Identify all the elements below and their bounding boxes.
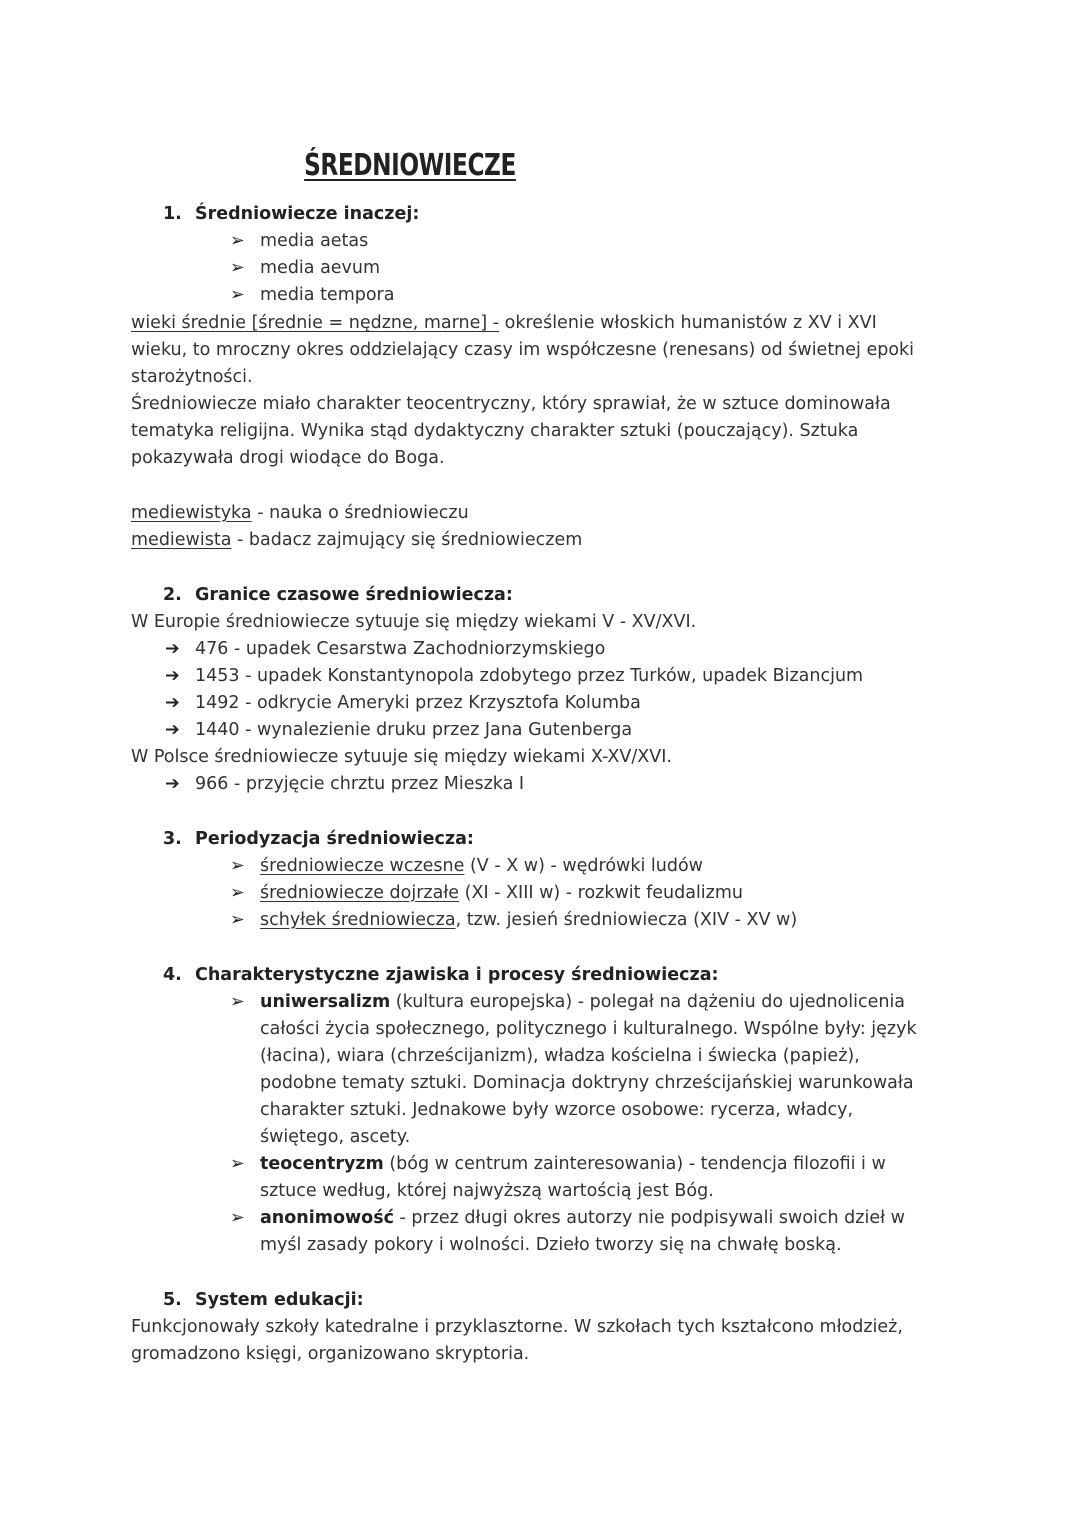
arrowhead-bullet-icon: ➢ xyxy=(230,856,245,876)
list-item-text: media aevum xyxy=(260,258,381,278)
bold-term: uniwersalizm xyxy=(260,992,391,1012)
underlined-term: średniowiecze wczesne xyxy=(260,856,465,876)
section-number: 3. xyxy=(163,829,182,849)
list-item xyxy=(230,282,394,309)
paragraph-line: starożytności. xyxy=(131,367,253,387)
term-definition xyxy=(131,527,582,554)
list-item-text: 476 - upadek Cesarstwa Zachodniorzymskiego xyxy=(195,639,606,659)
section-2-heading xyxy=(163,582,513,609)
underlined-term: mediewistyka xyxy=(131,503,252,523)
list-item-text: (V - X w) - wędrówki ludów xyxy=(464,856,703,876)
list-item-continuation: świętego, ascety. xyxy=(260,1127,411,1147)
definition-text: - nauka o średniowieczu xyxy=(251,503,469,523)
arrowhead-bullet-icon: ➢ xyxy=(230,883,245,903)
list-item xyxy=(165,717,632,744)
section-5-heading xyxy=(163,1287,364,1314)
paragraph-line: Średniowiecze miało charakter teocentryczny, który sprawiał, że w sztuce dominowała xyxy=(131,394,891,414)
section-title: Średniowiecze inaczej: xyxy=(195,204,420,224)
section-number: 4. xyxy=(163,965,182,985)
section-title: Charakterystyczne zjawiska i procesy średniowiecza: xyxy=(195,965,719,985)
arrowhead-bullet-icon: ➢ xyxy=(230,231,245,251)
underlined-term: schyłek średniowiecza xyxy=(260,910,456,930)
paragraph-line: tematyka religijna. Wynika stąd dydaktyczny charakter sztuki (pouczający). Sztuka xyxy=(131,421,859,441)
list-item-continuation: charakter sztuki. Jednakowe były wzorce osobowe: rycerza, władcy, xyxy=(260,1100,854,1120)
section-title: System edukacji: xyxy=(195,1290,364,1310)
list-item xyxy=(165,663,863,690)
list-item xyxy=(230,1151,886,1178)
list-item xyxy=(230,880,743,907)
list-item-continuation: sztuce według, której najwyższą wartością jest Bóg. xyxy=(260,1181,714,1201)
list-item xyxy=(230,1205,905,1232)
definition-text: - badacz zajmujący się średniowieczem xyxy=(231,530,583,550)
paragraph-line: gromadzono księgi, organizowano skryptoria. xyxy=(131,1344,530,1364)
section-number: 1. xyxy=(163,204,182,224)
section-number: 5. xyxy=(163,1290,182,1310)
page-title: ŚREDNIOWIECZE xyxy=(304,148,516,184)
section-1-heading xyxy=(163,201,419,228)
list-item xyxy=(230,853,703,880)
bold-term: anonimowość xyxy=(260,1208,394,1228)
paragraph-line: W Polsce średniowiecze sytuuje się między wiekami X-XV/XVI. xyxy=(131,747,672,767)
list-item-text: (XI - XIII w) - rozkwit feudalizmu xyxy=(459,883,743,903)
list-item-continuation: myśl zasady pokory i wolności. Dzieło tworzy się na chwałę boską. xyxy=(260,1235,842,1255)
list-item xyxy=(230,228,368,255)
list-item xyxy=(230,989,905,1016)
underlined-term: mediewista xyxy=(131,530,232,550)
list-item-text: 1440 - wynalezienie druku przez Jana Gutenberga xyxy=(195,720,633,740)
paragraph-line: pokazywała drogi wiodące do Boga. xyxy=(131,448,445,468)
arrow-bullet-icon: ➔ xyxy=(165,666,180,686)
arrow-bullet-icon: ➔ xyxy=(165,720,180,740)
underlined-term: średniowiecze dojrzałe xyxy=(260,883,460,903)
list-item xyxy=(165,636,605,663)
list-item-text: (kultura europejska) - polegał na dążeniu do ujednolicenia xyxy=(390,992,906,1012)
section-title: Granice czasowe średniowiecza: xyxy=(195,585,513,605)
list-item xyxy=(165,771,524,798)
arrow-bullet-icon: ➔ xyxy=(165,639,180,659)
underlined-term: wieki średnie [średnie = nędzne, marne] - xyxy=(131,313,500,333)
term-definition xyxy=(131,500,469,527)
arrowhead-bullet-icon: ➢ xyxy=(230,258,245,278)
list-item-text: , tzw. jesień średniowiecza (XIV - XV w) xyxy=(455,910,798,930)
arrow-bullet-icon: ➔ xyxy=(165,693,180,713)
list-item xyxy=(230,907,797,934)
list-item-text: 966 - przyjęcie chrztu przez Mieszka I xyxy=(195,774,525,794)
list-item-text: (bóg w centrum zainteresowania) - tendencja filozofii i w xyxy=(383,1154,886,1174)
arrowhead-bullet-icon: ➢ xyxy=(230,992,245,1012)
arrow-bullet-icon: ➔ xyxy=(165,774,180,794)
list-item-continuation: podobne tematy sztuki. Dominacja doktryny chrześcijańskiej warunkowała xyxy=(260,1073,914,1093)
list-item xyxy=(230,255,380,282)
list-item-text: media tempora xyxy=(260,285,395,305)
bold-term: teocentryzm xyxy=(260,1154,384,1174)
arrowhead-bullet-icon: ➢ xyxy=(230,1208,245,1228)
section-number: 2. xyxy=(163,585,182,605)
list-item-continuation: całości życia społecznego, politycznego i kulturalnego. Wspólne były: język xyxy=(260,1019,917,1039)
section-title: Periodyzacja średniowiecza: xyxy=(195,829,474,849)
list-item-continuation: (łacina), wiara (chrześcijanizm), władza kościelna i świecka (papież), xyxy=(260,1046,860,1066)
paragraph-line: W Europie średniowiecze sytuuje się między wiekami V - XV/XVI. xyxy=(131,612,697,632)
arrowhead-bullet-icon: ➢ xyxy=(230,1154,245,1174)
section-4-heading xyxy=(163,962,719,989)
list-item-text: media aetas xyxy=(260,231,369,251)
list-item xyxy=(165,690,641,717)
list-item-text: 1453 - upadek Konstantynopola zdobytego przez Turków, upadek Bizancjum xyxy=(195,666,864,686)
arrowhead-bullet-icon: ➢ xyxy=(230,285,245,305)
list-item-text: 1492 - odkrycie Ameryki przez Krzysztofa Kolumba xyxy=(195,693,641,713)
paragraph-line xyxy=(131,310,877,337)
list-item-text: - przez długi okres autorzy nie podpisywali swoich dzieł w xyxy=(393,1208,905,1228)
paragraph-line: Funkcjonowały szkoły katedralne i przyklasztorne. W szkołach tych kształcono młodzież, xyxy=(131,1317,903,1337)
arrowhead-bullet-icon: ➢ xyxy=(230,910,245,930)
paragraph-text: określenie włoskich humanistów z XV i XVI xyxy=(499,313,877,333)
section-3-heading xyxy=(163,826,474,853)
paragraph-line: wieku, to mroczny okres oddzielający czasy im współczesne (renesans) od świetnej epoki xyxy=(131,340,915,360)
